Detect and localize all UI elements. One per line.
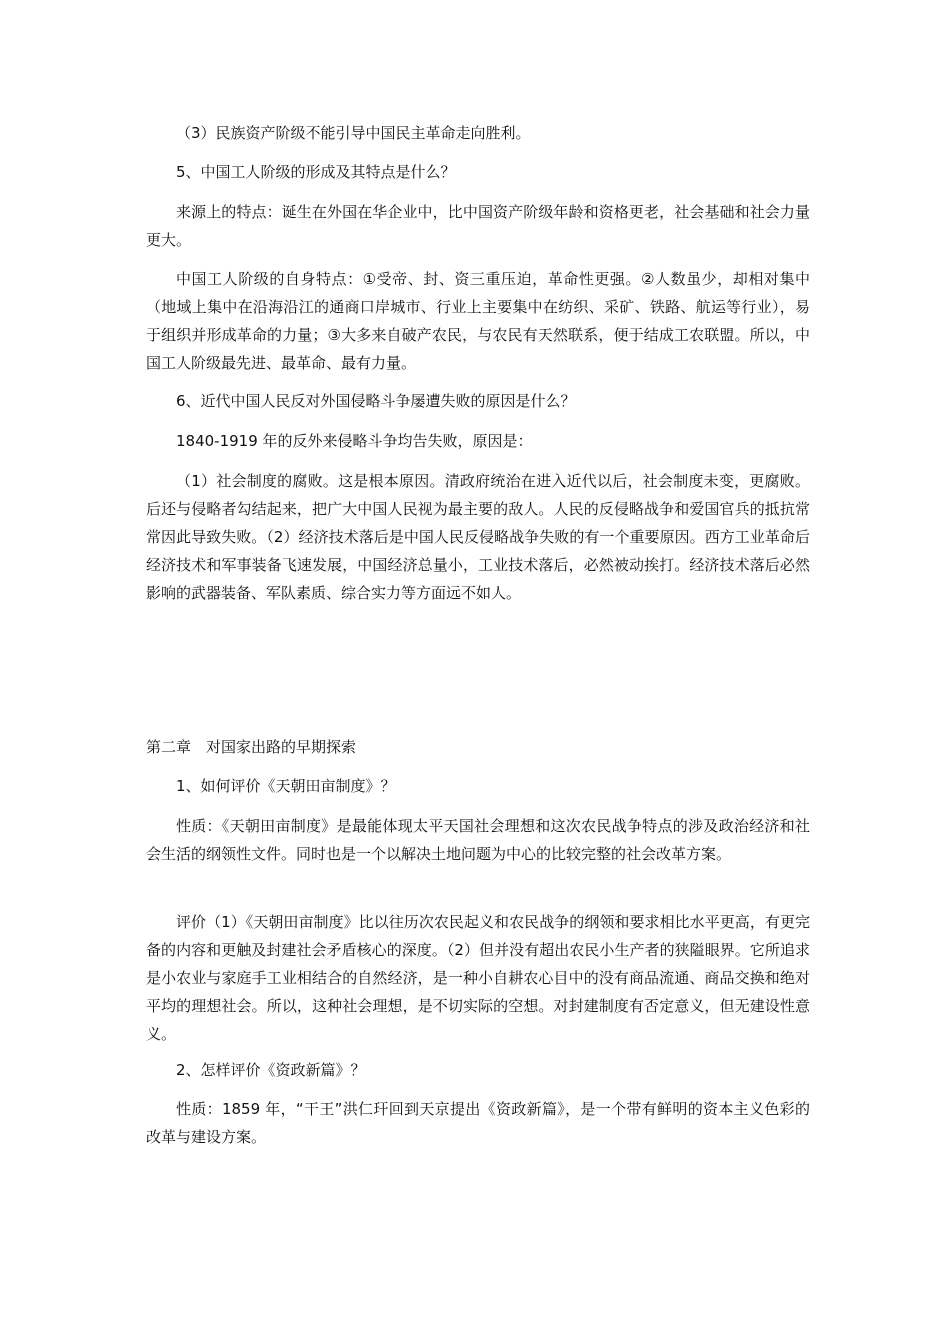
question-2-heading: 2、怎样评价《资政新篇》？ bbox=[176, 1061, 366, 1079]
question-6-heading: 6、近代中国人民反对外国侵略斗争屡遭失败的原因是什么？ bbox=[176, 392, 576, 410]
paragraph-failure-reasons: （1）社会制度的腐败。这是根本原因。清政府统治在进入近代以后，社会制度未变，更腐败。后还与侵略者勾结起来，把广大中国人民视为最主要的敌人。人民的反侵略战争和爱国官兵的抵抗常常因此导致失败。（2）经济技术落后是中国人民反侵略战争失败的有一个重要原因。西方工业革命后经济技术和军事装备飞速发展，中国经济总量小，工业技术落后，必然被动挨打。经济技术落后必然影响的武器装备、军队素质、综合实力等方面远不如人。 bbox=[146, 472, 810, 602]
paragraph-tianchao-nature: 性质：《天朝田亩制度》是最能体现太平天国社会理想和这次农民战争特点的涉及政治经济和社会生活的纲领性文件。同时也是一个以解决土地问题为中心的比较完整的社会改革方案。 bbox=[146, 817, 810, 863]
question-1-heading: 1、如何评价《天朝田亩制度》？ bbox=[176, 777, 396, 795]
chapter-title: 第二章 对国家出路的早期探索 bbox=[146, 738, 357, 756]
paragraph-origin-features: 来源上的特点：诞生在外国在华企业中，比中国资产阶级年龄和资格更老，社会基础和社会力量更大。 bbox=[146, 203, 810, 249]
paragraph-national-bourgeoisie: （3）民族资产阶级不能引导中国民主革命走向胜利。 bbox=[176, 124, 531, 142]
paragraph-working-class-features: 中国工人阶级的自身特点：①受帝、封、资三重压迫，革命性更强。②人数虽少，却相对集中（地域上集中在沿海沿江的通商口岸城市、行业上主要集中在纺织、采矿、铁路、航运等行业），易于组织并形成革命的力量；③大多来自破产农民，与农民有天然联系，便于结成工农联盟。所以，中国工人阶级最先进、最革命、最有力量。 bbox=[146, 270, 810, 372]
paragraph-zizheng-nature: 性质：1859 年，“干王”洪仁玕回到天京提出《资政新篇》，是一个带有鲜明的资本主义色彩的改革与建设方案。 bbox=[146, 1100, 810, 1146]
question-5-heading: 5、中国工人阶级的形成及其特点是什么？ bbox=[176, 163, 456, 181]
paragraph-failure-intro: 1840-1919 年的反外来侵略斗争均告失败，原因是： bbox=[176, 432, 533, 450]
paragraph-tianchao-evaluation: 评价（1）《天朝田亩制度》比以往历次农民起义和农民战争的纲领和要求相比水平更高，有更完备的内容和更触及封建社会矛盾核心的深度。（2）但并没有超出农民小生产者的狭隘眼界。它所追求是小农业与家庭手工业相结合的自然经济，是一种小自耕农心目中的没有商品流通、商品交换和绝对平均的理想社会。所以，这种社会理想，是不切实际的空想。对封建制度有否定意义，但无建设性意义。 bbox=[146, 913, 810, 1043]
